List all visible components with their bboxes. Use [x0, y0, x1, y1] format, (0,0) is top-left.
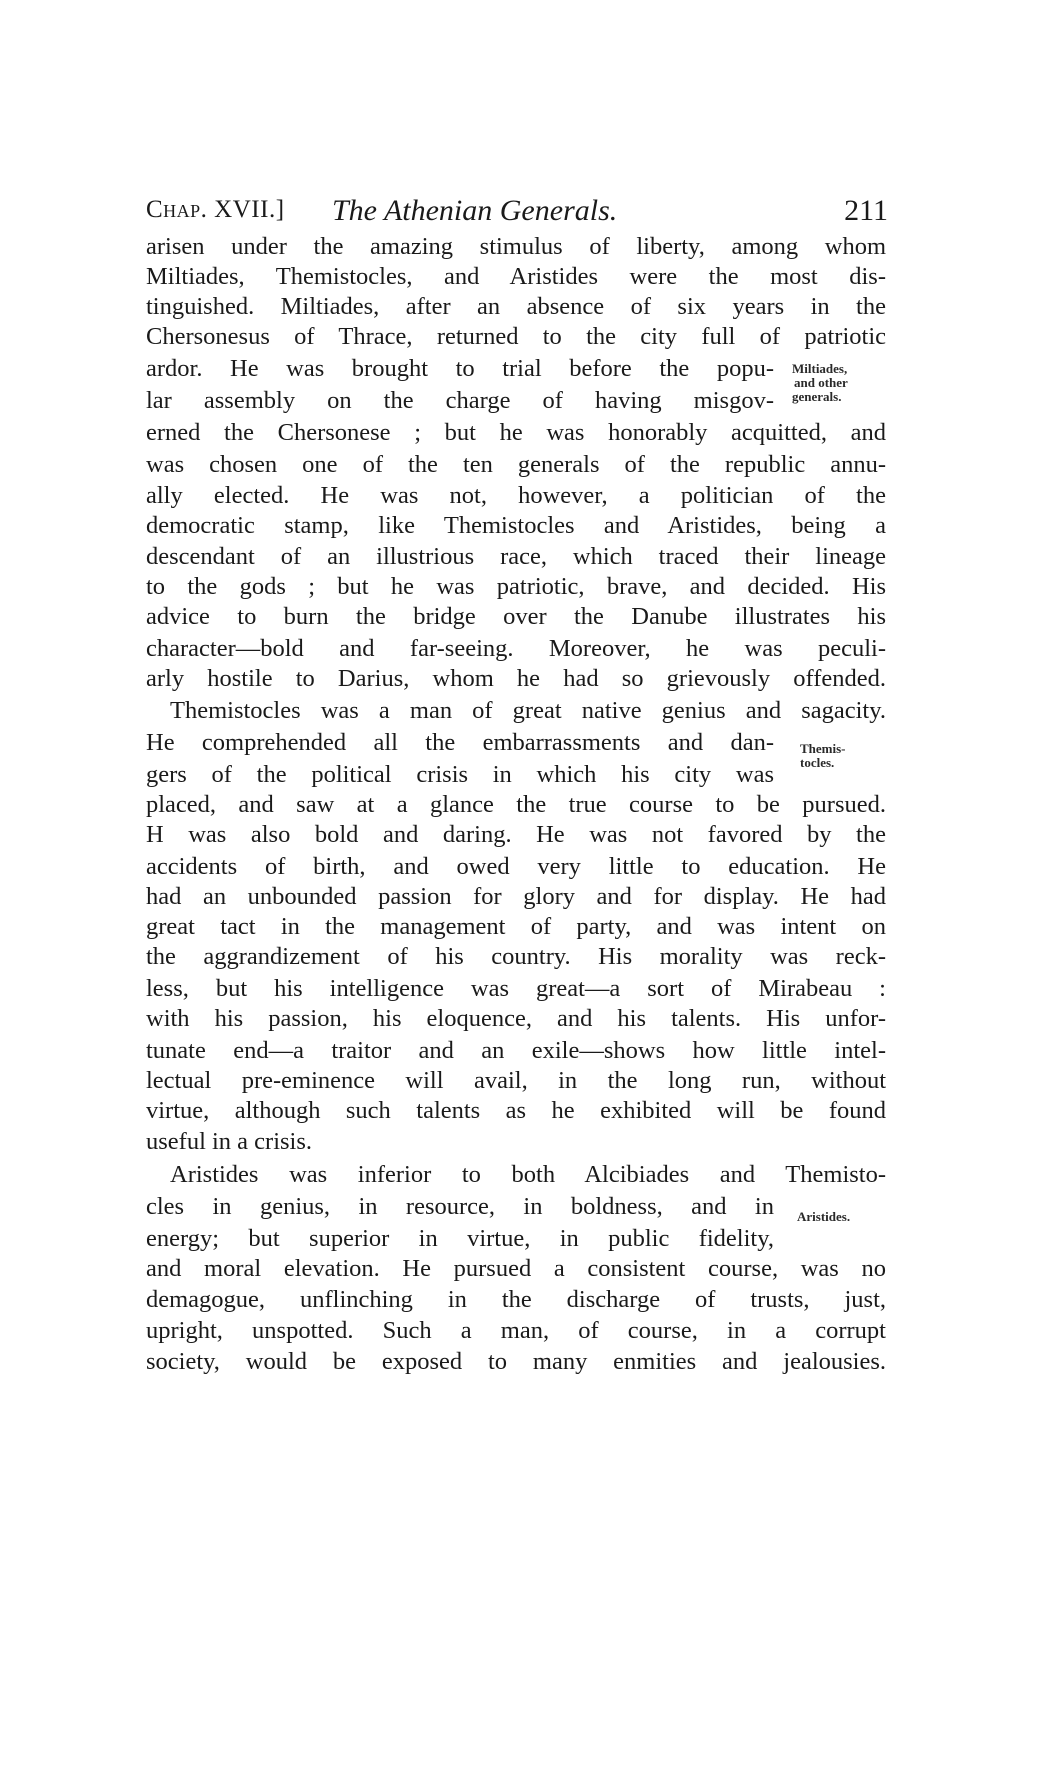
text-line: character—bold and far-seeing. Moreover, he was peculi-	[146, 635, 886, 662]
margin-note-line: Miltiades,	[792, 361, 848, 376]
text-line: useful in a crisis.	[146, 1128, 313, 1155]
text-line: accidents of birth, and owed very little to education. He	[146, 853, 886, 880]
text-line: descendant of an illustrious race, which traced their lineage	[146, 543, 886, 570]
margin-note-aristides	[797, 1210, 850, 1224]
text-line: was chosen one of the ten generals of the republic annu-	[146, 451, 886, 478]
text-line: to the gods ; but he was patriotic, brave, and decided. His	[146, 573, 886, 600]
text-line: Miltiades, Themistocles, and Aristides were the most dis-	[146, 263, 886, 290]
text-line: upright, unspotted. Such a man, of course, in a corrupt	[146, 1317, 886, 1344]
text-line: Chersonesus of Thrace, returned to the city full of patriotic	[146, 323, 886, 350]
margin-note-line: tocles.	[800, 755, 835, 770]
text-line: tunate end—a traitor and an exile—shows how little intel-	[146, 1037, 886, 1064]
text-line: advice to burn the bridge over the Danube illustrates his	[146, 603, 886, 630]
text-line: demagogue, unflinching in the discharge of trusts, just,	[146, 1286, 886, 1313]
text-line: the aggrandizement of his country. His morality was reck-	[146, 943, 886, 970]
margin-note-line: Aristides.	[797, 1209, 851, 1224]
text-line: and moral elevation. He pursued a consistent course, was no	[146, 1255, 886, 1282]
text-line: Themistocles was a man of great native genius and sagacity.	[170, 697, 886, 724]
text-line: arly hostile to Darius, whom he had so grievously offended.	[146, 665, 886, 692]
text-line: tinguished. Miltiades, after an absence of six years in the	[146, 293, 886, 320]
text-line: ardor. He was brought to trial before the popu-	[146, 355, 774, 382]
text-line: H was also bold and daring. He was not favored by the	[146, 821, 886, 848]
text-line: gers of the political crisis in which his city was	[146, 761, 774, 788]
text-line: virtue, although such talents as he exhibited will be found	[146, 1097, 886, 1124]
margin-note-line: generals.	[792, 389, 842, 404]
text-line: lar assembly on the charge of having misgov-	[146, 387, 774, 414]
text-line: erned the Chersonese ; but he was honorably acquitted, and	[146, 419, 886, 446]
text-line: less, but his intelligence was great—a sort of Mirabeau :	[146, 975, 886, 1002]
page-title: The Athenian Generals.	[332, 194, 618, 227]
text-line: cles in genius, in resource, in boldness, and in	[146, 1193, 774, 1220]
text-line: Aristides was inferior to both Alcibiades and Themisto-	[170, 1161, 886, 1188]
text-line: arisen under the amazing stimulus of liberty, among whom	[146, 233, 886, 260]
text-line: He comprehended all the embarrassments and dan-	[146, 729, 774, 756]
text-line: with his passion, his eloquence, and his talents. His unfor-	[146, 1005, 886, 1032]
margin-note-themistocles	[800, 742, 846, 770]
chapter-label: Chap. XVII.]	[146, 196, 285, 223]
margin-note-line: and other	[794, 375, 848, 390]
text-line: lectual pre-eminence will avail, in the long run, without	[146, 1067, 886, 1094]
page-number: 211	[844, 194, 888, 227]
text-line: great tact in the management of party, and was intent on	[146, 913, 886, 940]
text-line: had an unbounded passion for glory and for display. He had	[146, 883, 886, 910]
text-line: society, would be exposed to many enmities and jealousies.	[146, 1348, 886, 1375]
text-line: placed, and saw at a glance the true course to be pursued.	[146, 791, 886, 818]
text-line: ally elected. He was not, however, a politician of the	[146, 482, 886, 509]
text-line: energy; but superior in virtue, in public fidelity,	[146, 1225, 774, 1252]
margin-note-line: Themis-	[800, 741, 846, 756]
text-line: democratic stamp, like Themistocles and Aristides, being a	[146, 512, 886, 539]
margin-note-miltiades	[792, 362, 848, 404]
